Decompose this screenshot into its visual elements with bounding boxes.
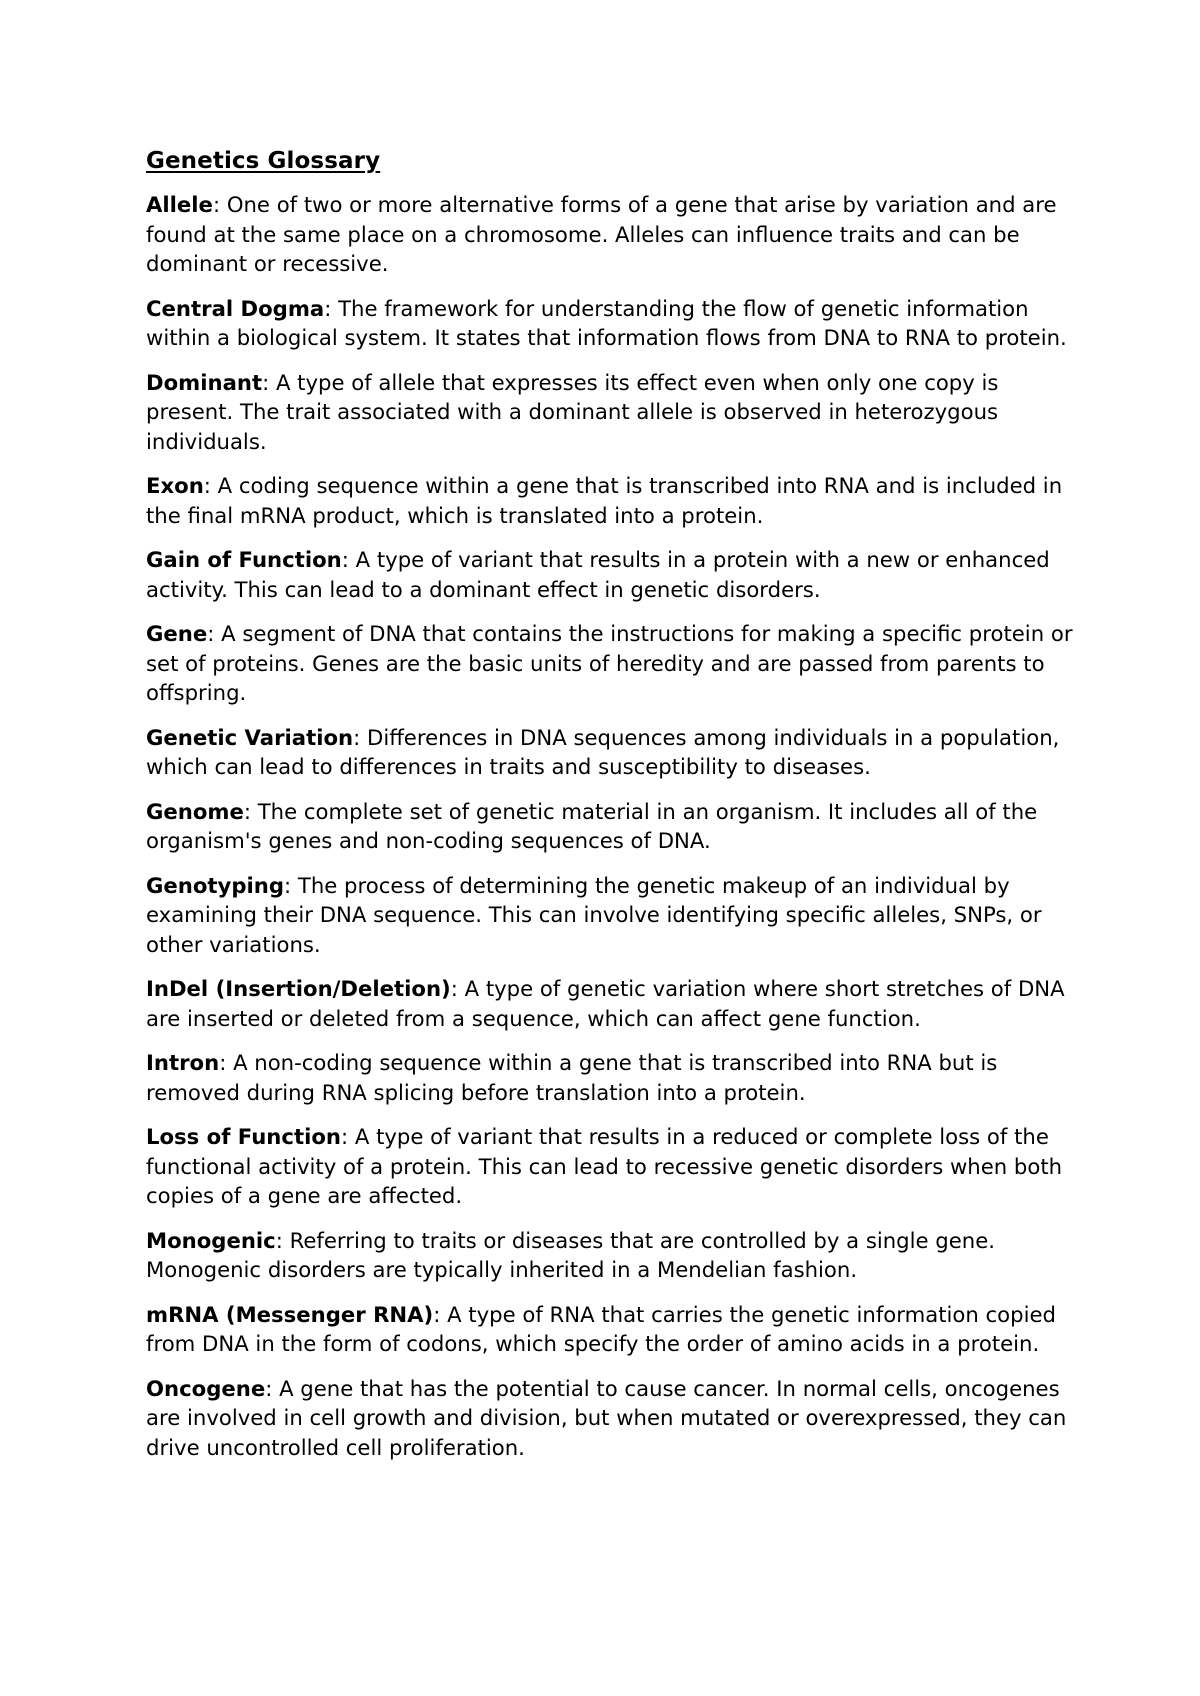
term-separator: : — [340, 1124, 355, 1149]
glossary-term: Oncogene — [146, 1375, 266, 1401]
document-page — [146, 146, 1076, 1477]
term-separator: : — [207, 621, 222, 646]
glossary-entry — [146, 471, 1076, 530]
glossary-definition: The complete set of genetic material in an organism. It includes all of the organism's genes and non-coding sequences of DNA. — [146, 798, 1038, 853]
glossary-term: Allele — [146, 192, 213, 217]
glossary-definition: A type of variant that results in a reduced or complete loss of the functional activity of a protein. This can lead to recessive genetic disorders when both copies of a gene are affected. — [146, 1124, 1063, 1208]
glossary-term: InDel (Insertion/Deletion) — [146, 976, 451, 1001]
term-separator: : — [433, 1301, 448, 1327]
glossary-definition: A coding sequence within a gene that is transcribed into RNA and is included in the final mRNA product, which is translated into a protein. — [146, 473, 1063, 528]
term-separator: : — [203, 473, 218, 498]
glossary-definition: Referring to traits or diseases that are controlled by a single gene. Monogenic disorders are typically inherited in a Mendelian fashion. — [146, 1227, 995, 1282]
glossary-term: Gain of Function — [146, 547, 342, 572]
glossary-entry — [146, 1122, 1076, 1211]
term-separator: : — [353, 724, 367, 750]
glossary-definition: A type of variant that results in a protein with a new or enhanced activity. This can lead to a dominant effect in genetic disorders. — [146, 547, 1050, 602]
glossary-entry — [146, 871, 1076, 960]
term-separator: : — [450, 976, 465, 1001]
glossary-definition: A type of RNA that carries the genetic information copied from DNA in the form of codons, which specify the order of amino acids in a protein. — [146, 1301, 1056, 1356]
glossary-term: Dominant — [146, 369, 263, 395]
glossary-entry — [146, 619, 1076, 708]
term-separator: : — [275, 1227, 290, 1253]
glossary-definition: A non-coding sequence within a gene that is transcribed into RNA but is removed during RNA splicing before translation into a protein. — [146, 1050, 998, 1105]
term-separator: : — [265, 1375, 280, 1401]
glossary-entry — [146, 974, 1076, 1033]
glossary-definition: One of two or more alternative forms of a gene that arise by variation and are found at the same place on a chromosome. Alleles can influence traits and can be dominant or recessive. — [146, 192, 1057, 276]
glossary-entry — [146, 723, 1076, 782]
glossary-definition: A type of genetic variation where short stretches of DNA are inserted or deleted from a sequence, which can affect gene function. — [146, 976, 1065, 1031]
glossary-definition: A gene that has the potential to cause cancer. In normal cells, oncogenes are involved in cell growth and division, but when mutated or overexpressed, they can drive uncontrolled cell proliferation. — [146, 1375, 1067, 1460]
term-separator: : — [284, 872, 298, 898]
glossary-entry — [146, 1300, 1076, 1359]
glossary-term: Loss of Function — [146, 1124, 341, 1149]
glossary-entry — [146, 1048, 1076, 1107]
term-separator: : — [243, 798, 258, 824]
term-separator: : — [324, 295, 339, 321]
glossary-term: mRNA (Messenger RNA) — [146, 1301, 434, 1327]
term-separator: : — [219, 1050, 234, 1075]
glossary-definition: The process of determining the genetic makeup of an individual by examining their DNA sequence. This can involve identifying specific alleles, SNPs, or other variations. — [146, 872, 1042, 957]
glossary-entry — [146, 1374, 1076, 1463]
glossary-term: Gene — [146, 621, 208, 646]
term-separator: : — [341, 547, 356, 572]
term-separator: : — [212, 192, 227, 217]
glossary-term: Intron — [146, 1050, 220, 1075]
glossary-entry — [146, 797, 1076, 856]
glossary-definition: The framework for understanding the flow of genetic information within a biological system. It states that information flows from DNA to RNA to protein. — [146, 295, 1067, 350]
glossary-entry — [146, 368, 1076, 457]
glossary-entry — [146, 1226, 1076, 1285]
glossary-term: Genotyping — [146, 872, 285, 898]
glossary-term: Exon — [146, 473, 204, 498]
glossary-term: Genetic Variation — [146, 724, 354, 750]
glossary-term: Monogenic — [146, 1227, 276, 1253]
glossary-definition: Differences in DNA sequences among individuals in a population, which can lead to differences in traits and susceptibility to diseases. — [146, 724, 1060, 779]
glossary-entry — [146, 190, 1076, 279]
document-title: Genetics Glossary — [146, 148, 381, 174]
glossary-definition: A segment of DNA that contains the instructions for making a specific protein or set of proteins. Genes are the basic units of heredity and are passed from parents to offspring. — [146, 621, 1073, 705]
glossary-entry — [146, 545, 1076, 604]
glossary-entry — [146, 294, 1076, 353]
glossary-definition: A type of allele that expresses its effect even when only one copy is present. The trait associated with a dominant allele is observed in heterozygous individuals. — [146, 369, 999, 454]
glossary-term: Central Dogma — [146, 295, 325, 321]
term-separator: : — [262, 369, 276, 395]
glossary-term: Genome — [146, 798, 244, 824]
